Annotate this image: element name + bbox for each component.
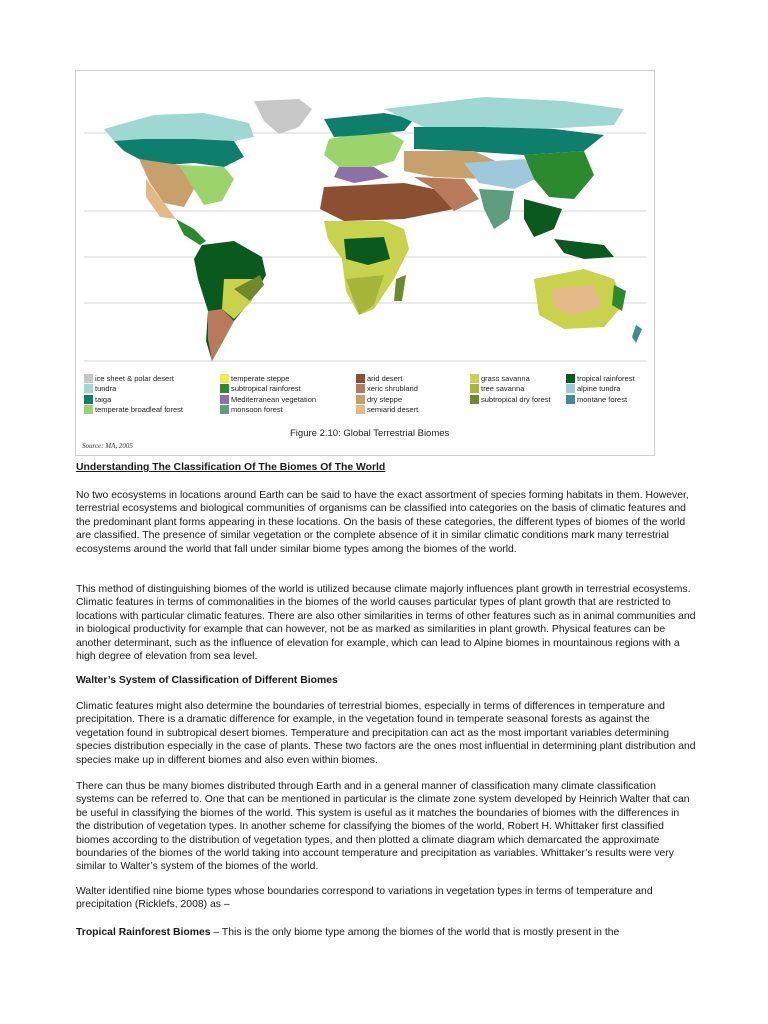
legend-item xyxy=(566,373,635,384)
legend-label: ice sheet & polar desert xyxy=(95,373,174,383)
legend-column-3 xyxy=(356,373,418,415)
legend-swatch xyxy=(356,374,365,383)
legend-label: tropical rainforest xyxy=(577,373,635,383)
legend-label: subtropical dry forest xyxy=(481,394,551,404)
legend-swatch xyxy=(356,395,365,404)
paragraph-text: There can thus be many biomes distributed through Earth and in a general manner of classification many climate classification systems can be referred to. One that can be mentioned in particular is the climate zone system developed by Heinrich Walter that can be useful in classifying the biomes of the world. This system is useful as it matches the boundaries of biomes with the differences in the distribution of vegetation types. In another scheme for classifying the biomes of the world, Robert H. Whittaker first classified biomes according to the distribution of vegetation types, and then plotted a climate diagram which demarcated the approximate boundaries of the biomes of the world taking into account temperature and precipitation as variables. Whittaker’s results were very similar to Walter’s system of the biomes of the world. xyxy=(76,781,690,873)
legend-label: tree savanna xyxy=(481,384,525,394)
legend-swatch xyxy=(356,405,365,414)
biome-term: Tropical Rainforest Biomes xyxy=(76,927,211,938)
legend-label: tundra xyxy=(95,384,117,394)
legend-swatch xyxy=(220,395,229,404)
legend-swatch xyxy=(470,374,479,383)
legend-swatch xyxy=(84,405,93,414)
biome-description: – This is the only biome type among the biomes of the world that is mostly present in the xyxy=(210,927,620,938)
legend-item xyxy=(470,394,551,405)
legend-swatch xyxy=(470,384,479,393)
subheading-text: Walter’s System of Classification of Different Biomes xyxy=(76,675,338,686)
section-heading xyxy=(76,461,696,474)
paragraph-2 xyxy=(76,583,696,663)
paragraph-6 xyxy=(76,926,696,939)
paragraph-text: Walter identified nine biome types whose boundaries correspond to variations in vegetation types in terms of temperature and precipitation (Ricklefs, 2008) as – xyxy=(76,886,653,911)
legend-swatch xyxy=(220,384,229,393)
legend-item xyxy=(84,405,183,416)
legend-item xyxy=(220,384,316,395)
figure-source: Source: MA, 2005 xyxy=(82,442,133,450)
legend-label: montane forest xyxy=(577,394,628,404)
legend-swatch xyxy=(84,374,93,383)
figure-caption: Figure 2.10: Global Terrestrial Biomes xyxy=(290,428,450,439)
legend-swatch xyxy=(566,374,575,383)
biome-map-figure xyxy=(75,70,655,456)
legend-column-1 xyxy=(84,373,183,415)
legend-swatch xyxy=(84,395,93,404)
legend-item xyxy=(220,405,316,416)
legend-label: arid desert xyxy=(367,373,403,383)
paragraph-text xyxy=(76,926,696,939)
legend-item xyxy=(566,384,635,395)
legend-label: Mediterranean vegetation xyxy=(231,394,317,404)
legend-swatch xyxy=(356,384,365,393)
legend-item xyxy=(84,384,183,395)
paragraph-text: This method of distinguishing biomes of the world is utilized because climate majorly influences plant growth in terrestrial ecosystems. Climatic features in terms of commonalities in the biomes of the world causes particular types of plant growth that are restricted to locations with particular climatic features. There are also other similarities in terms of other features such as in animal communities and in biological productivity for example that can however, not be as marked as similarities in plant growth. Physical features can be another determinant, such as the influence of elevation for example, which can lead to Alpine biomes in mountainous regions with a high degree of elevation from sea level. xyxy=(76,584,696,663)
legend-label: semiarid desert xyxy=(367,405,419,415)
legend-label: taiga xyxy=(95,394,112,404)
legend-swatch xyxy=(84,384,93,393)
legend-label: temperate steppe xyxy=(231,373,290,383)
paragraph-3 xyxy=(76,700,696,767)
legend-column-2 xyxy=(220,373,316,415)
legend-label: alpine tundra xyxy=(577,384,621,394)
legend-item xyxy=(356,394,418,405)
legend-column-4 xyxy=(470,373,551,405)
legend-item xyxy=(356,384,418,395)
paragraph-1 xyxy=(76,489,696,556)
paragraph-5 xyxy=(76,885,696,912)
legend-label: xeric shrubland xyxy=(367,384,418,394)
paragraph-text: No two ecosystems in locations around Earth can be said to have the exact assortment of species forming habitats in them. However, terrestrial ecosystems and biological communities of organisms can be classified into categories on the basis of climatic features and the predominant plant forms appearing in these locations. On the basis of these categories, the different types of biomes of the world are classified. The presence of similar vegetation or the complete absence of it in similar climatic conditions mark many terrestrial ecosystems around the world that fall under similar biome types among the biomes of the world. xyxy=(76,490,689,555)
legend-item xyxy=(566,394,635,405)
legend-item xyxy=(470,373,551,384)
world-map-image xyxy=(84,79,646,379)
legend-item xyxy=(356,405,418,416)
legend-label: monsoon forest xyxy=(231,405,283,415)
legend-column-5 xyxy=(566,373,635,405)
legend-item xyxy=(356,373,418,384)
legend-swatch xyxy=(220,405,229,414)
subheading xyxy=(76,674,696,687)
map-legend xyxy=(84,373,646,417)
legend-item xyxy=(470,384,551,395)
paragraph-4 xyxy=(76,780,696,874)
legend-label: subtropical rainforest xyxy=(231,384,301,394)
legend-swatch xyxy=(220,374,229,383)
legend-label: temperate broadleaf forest xyxy=(95,405,183,415)
legend-swatch xyxy=(470,395,479,404)
legend-item xyxy=(220,373,316,384)
legend-label: grass savanna xyxy=(481,373,530,383)
legend-label: dry steppe xyxy=(367,394,403,404)
paragraph-text: Climatic features might also determine the boundaries of terrestrial biomes, especially in terms of differences in temperature and precipitation. There is a dramatic difference for example, in the vegetation found in temperate seasonal forests as against the vegetation found in subtropical desert biomes. Temperature and precipitation can act as the most important variables determining species distribution especially in the case of plants. These two factors are the ones most influential in determining plant distribution and species make up in different biomes and also even within biomes. xyxy=(76,701,696,766)
legend-swatch xyxy=(566,384,575,393)
legend-item xyxy=(84,394,183,405)
heading-text: Understanding The Classification Of The Biomes Of The World xyxy=(76,462,386,473)
legend-item xyxy=(84,373,183,384)
legend-item xyxy=(220,394,316,405)
legend-swatch xyxy=(566,395,575,404)
